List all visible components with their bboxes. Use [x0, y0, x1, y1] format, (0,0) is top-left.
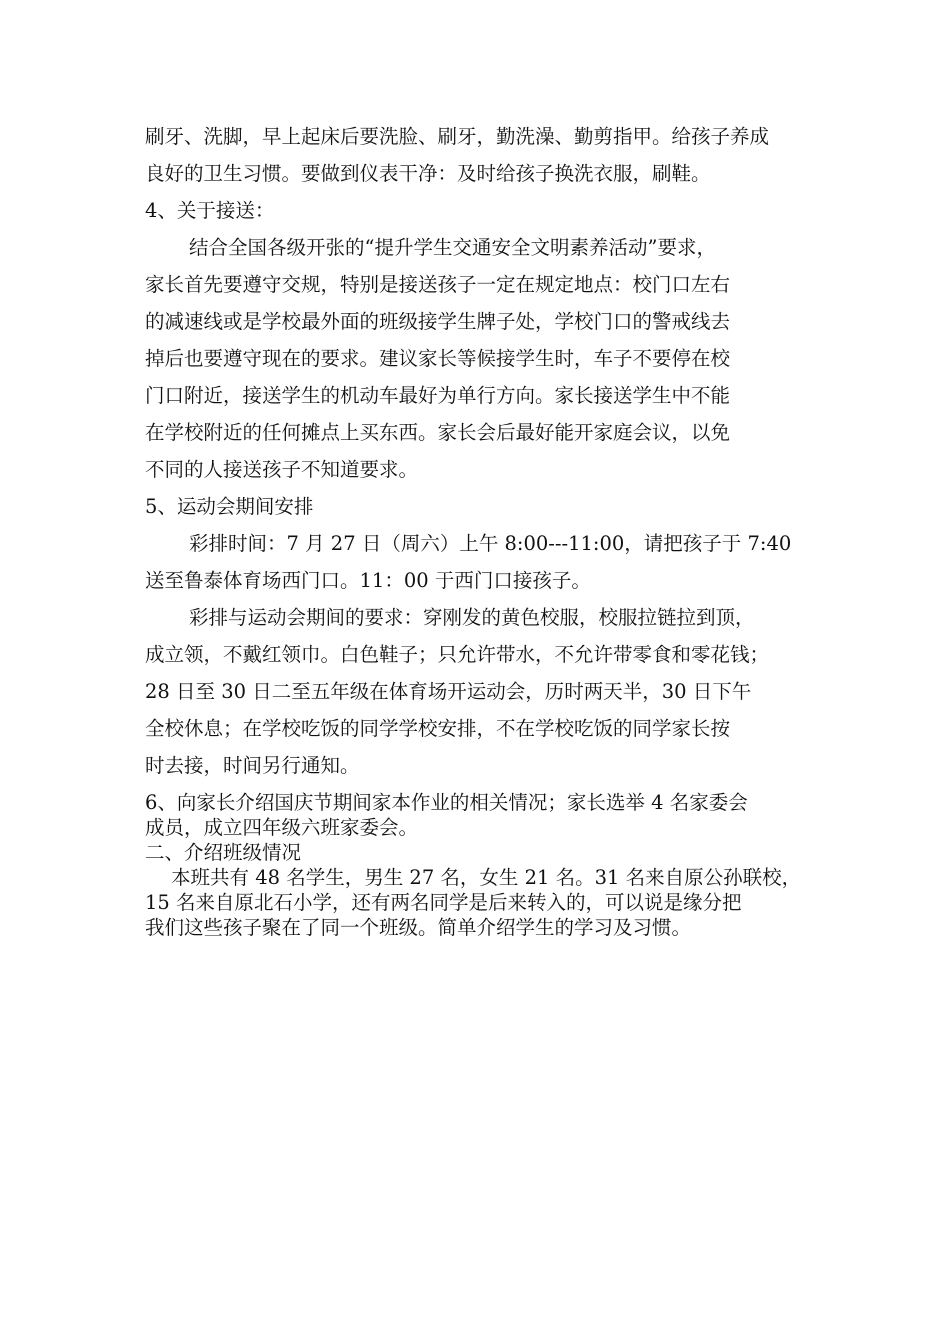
document-body	[145, 118, 815, 940]
text-line: 不同的人接送孩子不知道要求。	[145, 458, 419, 481]
text-line: 本班共有 48 名学生，男生 27 名，女生 21 名。31 名来自原公孙联校，	[171, 866, 802, 889]
paragraph-class-info	[145, 790, 815, 940]
text-line: 送至鲁泰体育场西门口。11：00 于西门口接孩子。	[145, 569, 591, 592]
text-line: 在学校附近的任何摊点上买东西。家长会后最好能开家庭会议，以免	[145, 421, 731, 444]
paragraph-hygiene	[145, 118, 815, 192]
section-heading: 5、运动会期间安排	[145, 495, 314, 518]
text-line: 的减速线或是学校最外面的班级接学生牌子处，学校门口的警戒线去	[145, 310, 731, 333]
text-line: 15 名来自原北石小学，还有两名同学是后来转入的，可以说是缘分把	[145, 891, 742, 914]
heading-sports-meet	[145, 488, 815, 525]
text-line: 良好的卫生习惯。要做到仪表干净：及时给孩子换洗衣服，刷鞋。	[145, 162, 711, 185]
paragraph-rehearsal-requirements	[145, 599, 815, 784]
text-line: 刷牙、洗脚，早上起床后要洗脸、刷牙，勤洗澡、勤剪指甲。给孩子养成	[145, 125, 770, 148]
text-line: 结合全国各级开张的“提升学生交通安全文明素养活动”要求，	[189, 236, 716, 259]
text-line: 成员，成立四年级六班家委会。	[145, 816, 419, 839]
text-line: 彩排时间：7 月 27 日（周六）上午 8:00---11:00，请把孩子于 7:40	[189, 532, 792, 555]
text-line: 全校休息；在学校吃饭的同学学校安排，不在学校吃饭的同学家长按	[145, 717, 731, 740]
text-line: 6、向家长介绍国庆节期间家本作业的相关情况；家长选举 4 名家委会	[145, 791, 748, 814]
text-line: 门口附近，接送学生的机动车最好为单行方向。家长接送学生中不能	[145, 384, 731, 407]
text-line: 成立领，不戴红领巾。白色鞋子；只允许带水，不允许带零食和零花钱；	[145, 643, 770, 666]
text-line: 掉后也要遵守现在的要求。建议家长等候接学生时，车子不要停在校	[145, 347, 731, 370]
paragraph-pickup	[145, 229, 815, 488]
heading-pickup	[145, 192, 815, 229]
text-line: 家长首先要遵守交规，特别是接送孩子一定在规定地点：校门口左右	[145, 273, 731, 296]
text-line: 我们这些孩子聚在了同一个班级。简单介绍学生的学习及习惯。	[145, 916, 692, 939]
text-line: 彩排与运动会期间的要求：穿刚发的黄色校服，校服拉链拉到顶，	[189, 606, 755, 629]
section-heading: 二、介绍班级情况	[145, 841, 302, 864]
paragraph-rehearsal-time	[145, 525, 815, 599]
section-heading: 4、关于接送：	[145, 199, 275, 222]
text-line: 时去接，时间另行通知。	[145, 754, 360, 777]
text-line: 28 日至 30 日二至五年级在体育场开运动会，历时两天半，30 日下午	[145, 680, 752, 703]
